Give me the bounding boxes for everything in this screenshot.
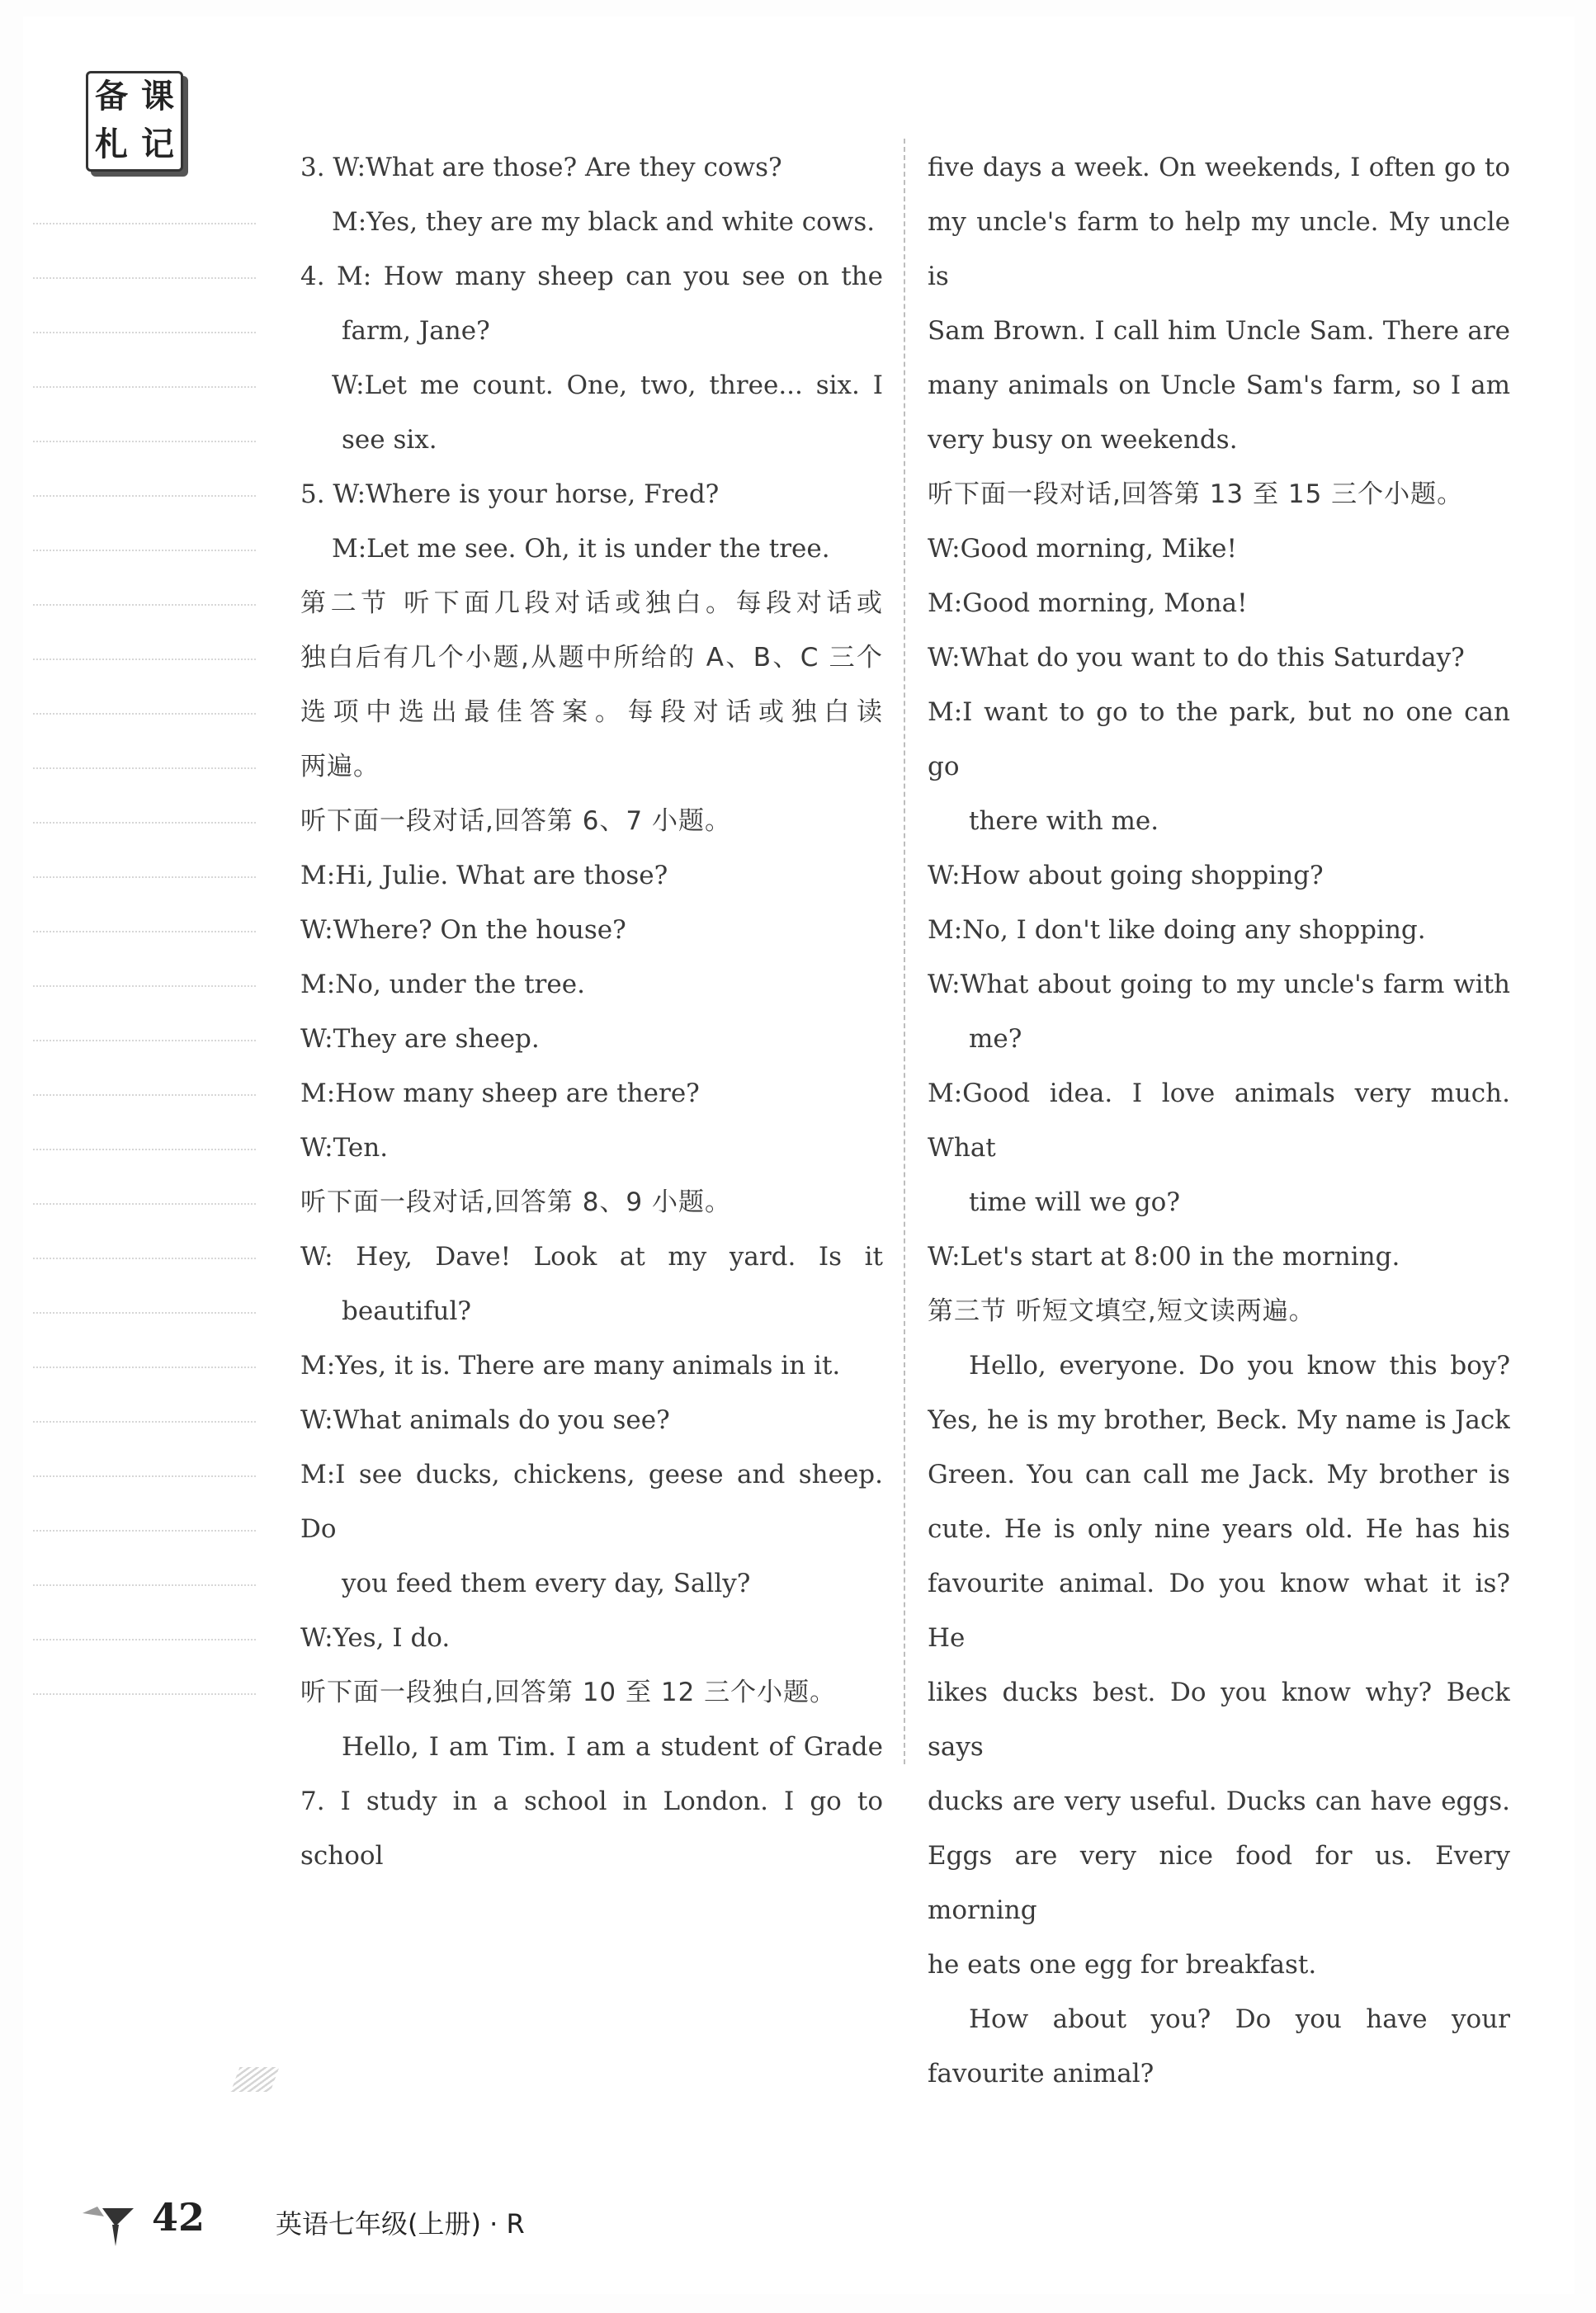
section-instruction-line: 第二节 听下面几段对话或独白。每段对话或	[300, 588, 883, 618]
note-line	[33, 713, 256, 715]
transcript-line: cute. He is only nine years old. He has his	[928, 1514, 1510, 1544]
note-line	[33, 1639, 256, 1640]
section-instruction-line: 选项中选出最佳答案。每段对话或独白读	[300, 697, 883, 727]
transcript-line: M:Let me see. Oh, it is under the tree.	[332, 534, 830, 564]
transcript-line: M:Good idea. I love animals very much. What	[928, 1079, 1510, 1163]
transcript-line: favourite animal. Do you know what it is? He	[928, 1569, 1510, 1653]
note-line	[33, 985, 256, 987]
transcript-line: me?	[969, 1024, 1022, 1054]
section-instruction-line: 听下面一段对话,回答第 6、7 小题。	[300, 806, 732, 836]
transcript-line: W:What animals do you see?	[300, 1405, 670, 1435]
note-line	[33, 1421, 256, 1423]
note-line	[33, 604, 256, 606]
transcript-line: very busy on weekends.	[928, 425, 1238, 455]
left-column	[300, 140, 883, 1883]
transcript-line: W:What about going to my uncle's farm with	[928, 970, 1510, 999]
transcript-line: W:Let me count. One, two, three... six. I	[332, 371, 883, 400]
transcript-line: M:Good morning, Mona!	[928, 588, 1248, 618]
lesson-notes-logo	[86, 71, 183, 172]
transcript-line: M:How many sheep are there?	[300, 1079, 700, 1108]
column-divider	[904, 139, 905, 1764]
section-instruction-line: 两遍。	[300, 752, 380, 781]
transcript-line: M:Yes, it is. There are many animals in it.	[300, 1351, 841, 1381]
note-line	[33, 1312, 256, 1314]
note-line	[33, 1584, 256, 1586]
note-line	[33, 1475, 256, 1477]
logo-char: 札	[95, 125, 128, 163]
transcript-line: my uncle's farm to help my uncle. My uncle is	[928, 207, 1510, 291]
transcript-line: W:They are sheep.	[300, 1024, 540, 1054]
note-line	[33, 1367, 256, 1368]
transcript-line: you feed them every day, Sally?	[342, 1569, 751, 1598]
transcript-line: M:Hi, Julie. What are those?	[300, 861, 668, 890]
transcript-line: beautiful?	[342, 1296, 471, 1326]
transcript-line: 3. W:What are those? Are they cows?	[300, 153, 782, 182]
note-line	[33, 658, 256, 660]
note-line	[33, 876, 256, 878]
section-instruction-line: 听下面一段独白,回答第 10 至 12 三个小题。	[300, 1678, 837, 1707]
transcript-line: 5. W:Where is your horse, Fred?	[300, 479, 720, 509]
transcript-line: farm, Jane?	[342, 316, 490, 346]
note-line	[33, 332, 256, 333]
right-column	[928, 140, 1510, 2101]
note-line	[33, 1040, 256, 1041]
transcript-line: 4. M: How many sheep can you see on the	[300, 262, 883, 291]
transcript-line: ducks are very useful. Ducks can have eggs.	[928, 1787, 1510, 1816]
logo-char: 备	[95, 78, 128, 116]
note-line	[33, 1693, 256, 1695]
arrow-decoration-icon	[79, 2202, 137, 2248]
transcript-line: W:How about going shopping?	[928, 861, 1324, 890]
note-line	[33, 1094, 256, 1096]
transcript-line: W:Let's start at 8:00 in the morning.	[928, 1242, 1400, 1272]
note-line	[33, 223, 256, 224]
transcript-line: five days a week. On weekends, I often go to	[928, 153, 1510, 182]
transcript-line: M:Yes, they are my black and white cows.	[332, 207, 876, 237]
note-line	[33, 550, 256, 551]
note-line	[33, 1149, 256, 1150]
transcript-line: Green. You can call me Jack. My brother is	[928, 1460, 1510, 1489]
note-line	[33, 1258, 256, 1259]
note-line	[33, 1203, 256, 1205]
transcript-line: Hello, I am Tim. I am a student of Grade	[342, 1732, 883, 1762]
transcript-line: M:I want to go to the park, but no one can go	[928, 697, 1510, 781]
transcript-line: M:No, I don't like doing any shopping.	[928, 915, 1426, 945]
page-footer	[79, 2195, 739, 2253]
transcript-line: M:No, under the tree.	[300, 970, 585, 999]
note-line	[33, 767, 256, 769]
transcript-line: W:Good morning, Mike!	[928, 534, 1237, 564]
transcript-line: likes ducks best. Do you know why? Beck says	[928, 1678, 1510, 1762]
note-line	[33, 277, 256, 279]
note-line	[33, 441, 256, 442]
transcript-line: W:What do you want to do this Saturday?	[928, 643, 1465, 673]
note-line	[33, 822, 256, 824]
transcript-line: W:Where? On the house?	[300, 915, 626, 945]
transcript-line: many animals on Uncle Sam's farm, so I am	[928, 371, 1510, 400]
section-instruction-line: 第三节 听短文填空,短文读两遍。	[928, 1296, 1315, 1326]
transcript-line: time will we go?	[969, 1187, 1180, 1217]
section-instruction-line: 听下面一段对话,回答第 13 至 15 三个小题。	[928, 479, 1464, 509]
note-line	[33, 931, 256, 932]
note-line	[33, 495, 256, 497]
transcript-line: How about you? Do you have your	[969, 2004, 1510, 2034]
book-title: 英语七年级(上册) · R	[276, 2208, 525, 2240]
transcript-line: Yes, he is my brother, Beck. My name is Jack	[928, 1405, 1510, 1435]
transcript-line: he eats one egg for breakfast.	[928, 1950, 1317, 1980]
note-line	[33, 386, 256, 388]
note-line	[33, 1530, 256, 1532]
section-instruction-line: 听下面一段对话,回答第 8、9 小题。	[300, 1187, 732, 1217]
logo-char: 记	[141, 125, 174, 163]
transcript-line: W: Hey, Dave! Look at my yard. Is it	[300, 1242, 883, 1272]
section-instruction-line: 独白后有几个小题,从题中所给的 A、B、C 三个	[300, 643, 883, 673]
transcript-line: there with me.	[969, 806, 1159, 836]
transcript-line: Sam Brown. I call him Uncle Sam. There are	[928, 316, 1510, 346]
transcript-line: Eggs are very nice food for us. Every morning	[928, 1841, 1510, 1925]
transcript-line: M:I see ducks, chickens, geese and sheep. Do	[300, 1460, 883, 1544]
transcript-line: Hello, everyone. Do you know this boy?	[969, 1351, 1510, 1381]
transcript-line: favourite animal?	[928, 2059, 1155, 2089]
transcript-line: W:Yes, I do.	[300, 1623, 451, 1653]
transcript-line: W:Ten.	[300, 1133, 389, 1163]
page-number: 42	[152, 2195, 205, 2240]
logo-char: 课	[141, 78, 174, 116]
note-lines-sidebar	[33, 223, 256, 1748]
transcript-line: 7. I study in a school in London. I go to school	[300, 1787, 883, 1871]
transcript-line: see six.	[342, 425, 437, 455]
